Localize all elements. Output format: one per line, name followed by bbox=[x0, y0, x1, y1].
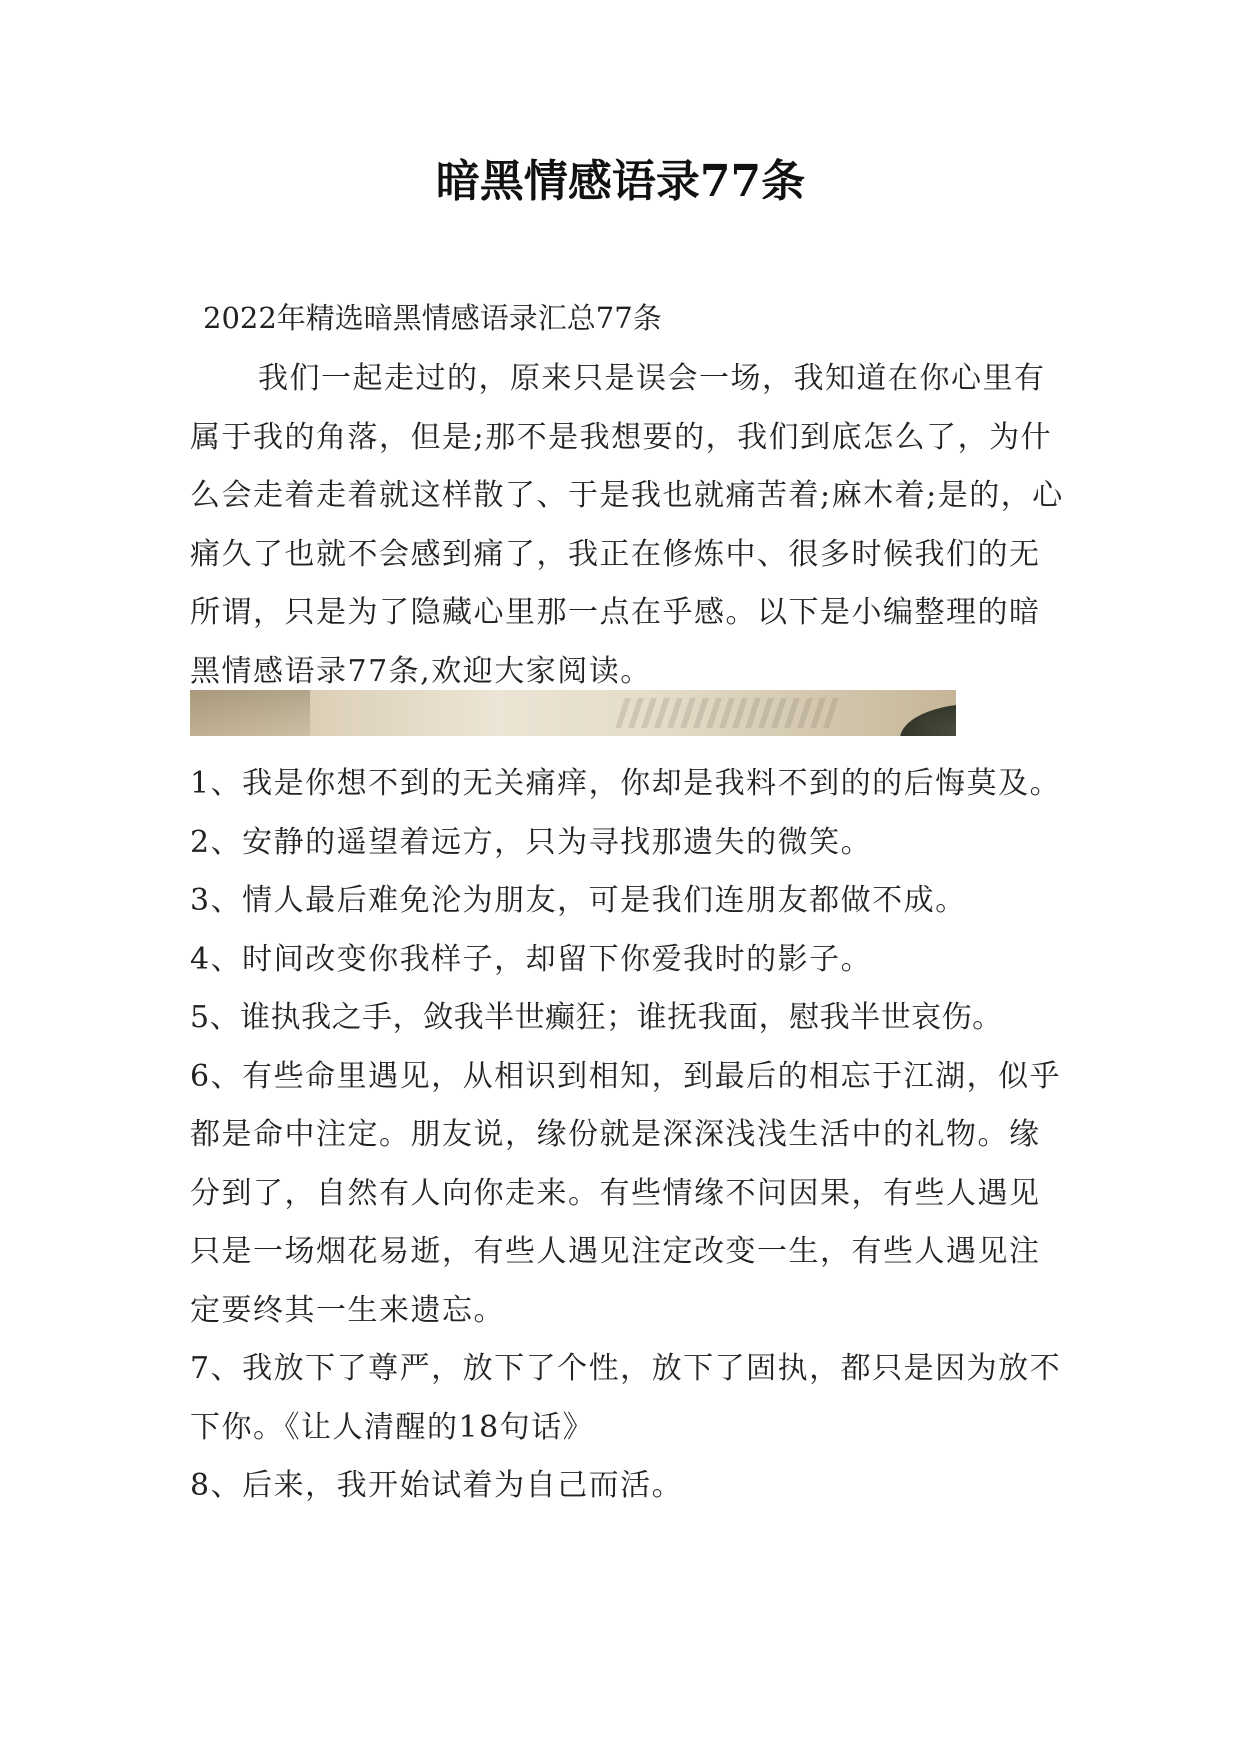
quote-item: 4、时间改变你我样子，却留下你爱我时的影子。 bbox=[190, 941, 873, 977]
quote-item: 1、我是你想不到的无关痛痒，你却是我料不到的的后悔莫及。 bbox=[190, 766, 1062, 801]
quote-item: 3、情人最后难免沦为朋友，可是我们连朋友都做不成。 bbox=[190, 883, 967, 918]
quote-item: 5、谁执我之手，敛我半世癫狂；谁抚我面，慰我半世哀伤。 bbox=[190, 1000, 1003, 1035]
quote-item: 6、有些命里遇见，从相识到相知，到最后的相忘于江湖，似乎都是命中注定。朋友说，缘份就是深深浅浅生活中的礼物。缘分到了，自然有人向你走来。有些情缘不问因果，有些人遇见只是一场烟花易逝，有些人遇见注定改变一生，有些人遇见注定要终其一生来遗忘。 bbox=[190, 1058, 1062, 1328]
cropped-photo bbox=[190, 690, 956, 736]
intro-paragraph: 我们一起走过的，原来只是误会一场，我知道在你心里有属于我的角落，但是;那不是我想要的，我们到底怎么了，为什么会走着走着就这样散了、于是我也就痛苦着;麻木着;是的，心痛久了也就不会感到痛了，我正在修炼中、很多时候我们的无所谓，只是为了隐藏心里那一点在乎感。以下是小编整理的暗黑情感语录77条,欢迎大家阅读。 bbox=[190, 361, 1064, 689]
quote-item: 2、安静的遥望着远方，只为寻找那遗失的微笑。 bbox=[190, 824, 873, 860]
quote-list bbox=[190, 755, 1070, 1516]
quote-item: 8、后来，我开始试着为自己而活。 bbox=[190, 1468, 684, 1503]
document-title: 暗黑情感语录77条 bbox=[435, 156, 806, 207]
document-subtitle: 2022年精选暗黑情感语录汇总77条 bbox=[203, 301, 662, 335]
quote-item: 7、我放下了尊严，放下了个性，放下了固执，都只是因为放不下你。《让人清醒的18句话》 bbox=[190, 1351, 1062, 1445]
